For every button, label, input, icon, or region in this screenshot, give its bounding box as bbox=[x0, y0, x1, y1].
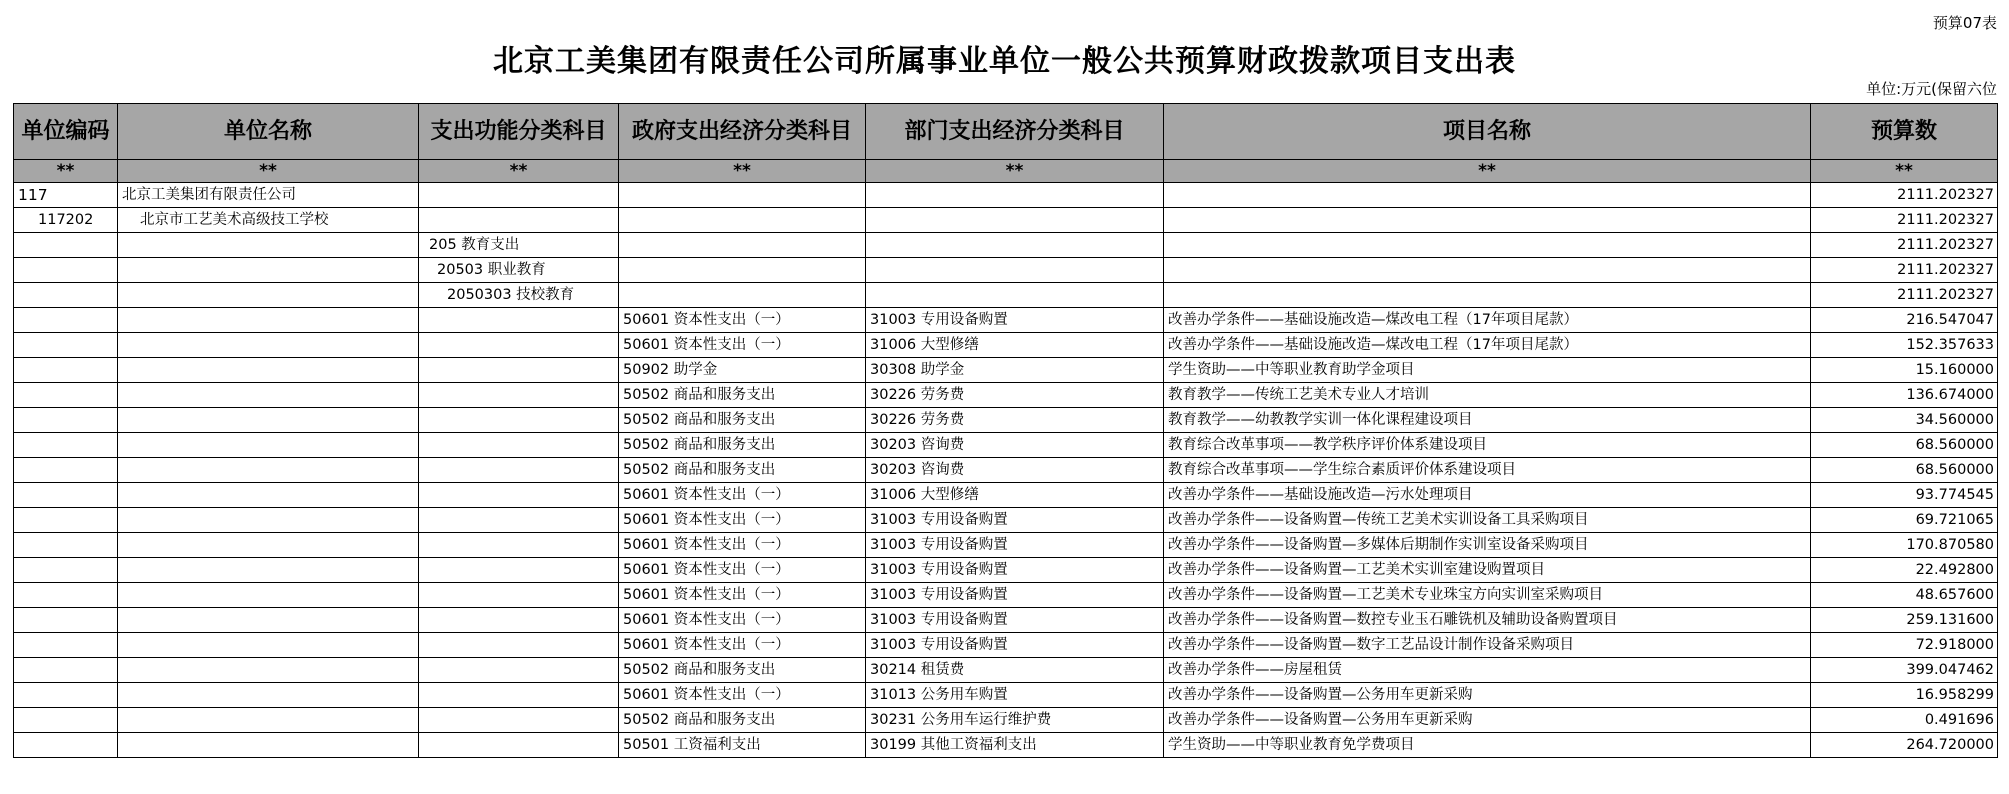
cell-function-category bbox=[419, 508, 619, 533]
subheader-cell: ** bbox=[419, 160, 619, 183]
cell-gov-economic-category: 50502 商品和服务支出 bbox=[619, 708, 866, 733]
cell-unit-code bbox=[14, 408, 118, 433]
col-header-gov-economic-category: 政府支出经济分类科目 bbox=[619, 104, 866, 160]
cell-budget-amount: 264.720000 bbox=[1811, 733, 1998, 758]
table-row bbox=[14, 633, 1998, 658]
cell-dept-economic-category: 31003 专用设备购置 bbox=[866, 608, 1164, 633]
cell-unit-name bbox=[118, 633, 419, 658]
col-header-project-name: 项目名称 bbox=[1164, 104, 1811, 160]
cell-dept-economic-category: 31003 专用设备购置 bbox=[866, 583, 1164, 608]
cell-unit-code bbox=[14, 458, 118, 483]
cell-dept-economic-category: 30214 租赁费 bbox=[866, 658, 1164, 683]
cell-unit-code bbox=[14, 508, 118, 533]
cell-dept-economic-category bbox=[866, 208, 1164, 233]
cell-unit-code bbox=[14, 533, 118, 558]
cell-function-category: 205 教育支出 bbox=[419, 233, 619, 258]
cell-budget-amount: 48.657600 bbox=[1811, 583, 1998, 608]
subheader-cell: ** bbox=[619, 160, 866, 183]
cell-project-name: 改善办学条件——设备购置—数控专业玉石雕铣机及辅助设备购置项目 bbox=[1164, 608, 1811, 633]
cell-gov-economic-category: 50502 商品和服务支出 bbox=[619, 458, 866, 483]
cell-unit-name bbox=[118, 583, 419, 608]
subheader-cell: ** bbox=[118, 160, 419, 183]
cell-project-name: 教育教学——幼教教学实训一体化课程建设项目 bbox=[1164, 408, 1811, 433]
table-row bbox=[14, 283, 1998, 308]
cell-function-category bbox=[419, 358, 619, 383]
cell-unit-code bbox=[14, 383, 118, 408]
cell-unit-name bbox=[118, 733, 419, 758]
cell-gov-economic-category: 50601 资本性支出（一） bbox=[619, 633, 866, 658]
cell-dept-economic-category: 31006 大型修缮 bbox=[866, 483, 1164, 508]
subheader-cell: ** bbox=[1811, 160, 1998, 183]
cell-dept-economic-category: 31003 专用设备购置 bbox=[866, 508, 1164, 533]
table-row bbox=[14, 508, 1998, 533]
cell-function-category bbox=[419, 533, 619, 558]
cell-function-category bbox=[419, 208, 619, 233]
cell-gov-economic-category: 50902 助学金 bbox=[619, 358, 866, 383]
cell-function-category: 2050303 技校教育 bbox=[419, 283, 619, 308]
cell-dept-economic-category: 30308 助学金 bbox=[866, 358, 1164, 383]
cell-dept-economic-category: 30226 劳务费 bbox=[866, 408, 1164, 433]
cell-unit-name bbox=[118, 708, 419, 733]
header-row bbox=[14, 104, 1998, 160]
cell-budget-amount: 2111.202327 bbox=[1811, 208, 1998, 233]
cell-gov-economic-category: 50601 资本性支出（一） bbox=[619, 533, 866, 558]
cell-gov-economic-category: 50601 资本性支出（一） bbox=[619, 558, 866, 583]
cell-gov-economic-category: 50501 工资福利支出 bbox=[619, 733, 866, 758]
cell-budget-amount: 68.560000 bbox=[1811, 458, 1998, 483]
cell-budget-amount: 170.870580 bbox=[1811, 533, 1998, 558]
cell-unit-name: 北京市工艺美术高级技工学校 bbox=[118, 208, 419, 233]
cell-project-name: 改善办学条件——基础设施改造—煤改电工程（17年项目尾款） bbox=[1164, 333, 1811, 358]
cell-budget-amount: 22.492800 bbox=[1811, 558, 1998, 583]
cell-unit-name bbox=[118, 608, 419, 633]
cell-dept-economic-category: 31006 大型修缮 bbox=[866, 333, 1164, 358]
cell-project-name bbox=[1164, 258, 1811, 283]
cell-dept-economic-category: 31013 公务用车购置 bbox=[866, 683, 1164, 708]
subheader-cell: ** bbox=[866, 160, 1164, 183]
table-row bbox=[14, 658, 1998, 683]
cell-project-name: 改善办学条件——设备购置—传统工艺美术实训设备工具采购项目 bbox=[1164, 508, 1811, 533]
cell-gov-economic-category bbox=[619, 208, 866, 233]
table-row bbox=[14, 308, 1998, 333]
cell-project-name: 改善办学条件——设备购置—工艺美术实训室建设购置项目 bbox=[1164, 558, 1811, 583]
cell-function-category bbox=[419, 583, 619, 608]
cell-unit-code bbox=[14, 308, 118, 333]
cell-unit-name bbox=[118, 558, 419, 583]
cell-unit-code bbox=[14, 608, 118, 633]
cell-dept-economic-category: 30199 其他工资福利支出 bbox=[866, 733, 1164, 758]
cell-project-name: 改善办学条件——基础设施改造—煤改电工程（17年项目尾款） bbox=[1164, 308, 1811, 333]
cell-dept-economic-category: 31003 专用设备购置 bbox=[866, 533, 1164, 558]
table-row bbox=[14, 458, 1998, 483]
cell-function-category bbox=[419, 633, 619, 658]
table-row bbox=[14, 383, 1998, 408]
cell-unit-name bbox=[118, 533, 419, 558]
cell-budget-amount: 2111.202327 bbox=[1811, 183, 1998, 208]
table-row bbox=[14, 533, 1998, 558]
cell-gov-economic-category: 50601 资本性支出（一） bbox=[619, 333, 866, 358]
cell-gov-economic-category: 50601 资本性支出（一） bbox=[619, 583, 866, 608]
cell-function-category bbox=[419, 733, 619, 758]
subheader-cell: ** bbox=[1164, 160, 1811, 183]
cell-dept-economic-category: 31003 专用设备购置 bbox=[866, 633, 1164, 658]
cell-function-category bbox=[419, 658, 619, 683]
cell-unit-code: 117202 bbox=[14, 208, 118, 233]
cell-unit-code bbox=[14, 658, 118, 683]
cell-unit-name bbox=[118, 233, 419, 258]
table-row bbox=[14, 608, 1998, 633]
table-row bbox=[14, 433, 1998, 458]
cell-project-name: 改善办学条件——设备购置—数字工艺品设计制作设备采购项目 bbox=[1164, 633, 1811, 658]
budget-table bbox=[13, 103, 1998, 758]
cell-project-name: 教育综合改革事项——学生综合素质评价体系建设项目 bbox=[1164, 458, 1811, 483]
cell-budget-amount: 152.357633 bbox=[1811, 333, 1998, 358]
table-row bbox=[14, 358, 1998, 383]
table-row bbox=[14, 233, 1998, 258]
cell-gov-economic-category: 50502 商品和服务支出 bbox=[619, 433, 866, 458]
cell-project-name: 改善办学条件——房屋租赁 bbox=[1164, 658, 1811, 683]
cell-budget-amount: 399.047462 bbox=[1811, 658, 1998, 683]
cell-budget-amount: 259.131600 bbox=[1811, 608, 1998, 633]
cell-function-category bbox=[419, 383, 619, 408]
cell-budget-amount: 0.491696 bbox=[1811, 708, 1998, 733]
cell-unit-name bbox=[118, 508, 419, 533]
cell-gov-economic-category: 50601 资本性支出（一） bbox=[619, 483, 866, 508]
cell-unit-name bbox=[118, 433, 419, 458]
cell-dept-economic-category: 30226 劳务费 bbox=[866, 383, 1164, 408]
col-header-function-category: 支出功能分类科目 bbox=[419, 104, 619, 160]
cell-budget-amount: 2111.202327 bbox=[1811, 258, 1998, 283]
cell-unit-code bbox=[14, 433, 118, 458]
table-row bbox=[14, 708, 1998, 733]
cell-unit-name bbox=[118, 408, 419, 433]
cell-function-category bbox=[419, 558, 619, 583]
subheader-row bbox=[14, 160, 1998, 183]
subheader-cell: ** bbox=[14, 160, 118, 183]
cell-unit-code bbox=[14, 333, 118, 358]
cell-project-name: 学生资助——中等职业教育助学金项目 bbox=[1164, 358, 1811, 383]
cell-unit-name bbox=[118, 333, 419, 358]
cell-project-name: 教育综合改革事项——教学秩序评价体系建设项目 bbox=[1164, 433, 1811, 458]
cell-unit-code: 117 bbox=[14, 183, 118, 208]
cell-unit-code bbox=[14, 283, 118, 308]
cell-unit-code bbox=[14, 233, 118, 258]
cell-budget-amount: 15.160000 bbox=[1811, 358, 1998, 383]
col-header-budget-amount: 预算数 bbox=[1811, 104, 1998, 160]
cell-unit-code bbox=[14, 633, 118, 658]
cell-unit-name bbox=[118, 283, 419, 308]
cell-dept-economic-category: 30203 咨询费 bbox=[866, 458, 1164, 483]
cell-unit-code bbox=[14, 358, 118, 383]
cell-function-category bbox=[419, 308, 619, 333]
cell-function-category bbox=[419, 708, 619, 733]
col-header-dept-economic-category: 部门支出经济分类科目 bbox=[866, 104, 1164, 160]
page-title: 北京工美集团有限责任公司所属事业单位一般公共预算财政拨款项目支出表 bbox=[493, 44, 1516, 79]
cell-project-name: 改善办学条件——基础设施改造—污水处理项目 bbox=[1164, 483, 1811, 508]
cell-unit-name bbox=[118, 383, 419, 408]
cell-project-name bbox=[1164, 183, 1811, 208]
cell-unit-code bbox=[14, 558, 118, 583]
cell-gov-economic-category: 50502 商品和服务支出 bbox=[619, 658, 866, 683]
cell-budget-amount: 216.547047 bbox=[1811, 308, 1998, 333]
cell-dept-economic-category bbox=[866, 233, 1164, 258]
cell-gov-economic-category: 50601 资本性支出（一） bbox=[619, 308, 866, 333]
cell-unit-code bbox=[14, 583, 118, 608]
cell-gov-economic-category: 50601 资本性支出（一） bbox=[619, 608, 866, 633]
cell-function-category bbox=[419, 608, 619, 633]
cell-unit-code bbox=[14, 733, 118, 758]
cell-unit-code bbox=[14, 708, 118, 733]
cell-unit-name bbox=[118, 683, 419, 708]
cell-dept-economic-category: 31003 专用设备购置 bbox=[866, 308, 1164, 333]
cell-function-category bbox=[419, 408, 619, 433]
cell-budget-amount: 69.721065 bbox=[1811, 508, 1998, 533]
cell-budget-amount: 16.958299 bbox=[1811, 683, 1998, 708]
cell-budget-amount: 72.918000 bbox=[1811, 633, 1998, 658]
cell-budget-amount: 34.560000 bbox=[1811, 408, 1998, 433]
cell-budget-amount: 136.674000 bbox=[1811, 383, 1998, 408]
cell-gov-economic-category bbox=[619, 258, 866, 283]
cell-unit-name bbox=[118, 358, 419, 383]
cell-project-name bbox=[1164, 283, 1811, 308]
cell-unit-code bbox=[14, 483, 118, 508]
cell-gov-economic-category: 50502 商品和服务支出 bbox=[619, 408, 866, 433]
table-row bbox=[14, 483, 1998, 508]
cell-gov-economic-category: 50601 资本性支出（一） bbox=[619, 508, 866, 533]
table-row bbox=[14, 258, 1998, 283]
cell-unit-code bbox=[14, 683, 118, 708]
table-row bbox=[14, 683, 1998, 708]
cell-unit-name bbox=[118, 483, 419, 508]
table-row bbox=[14, 733, 1998, 758]
cell-function-category bbox=[419, 433, 619, 458]
cell-budget-amount: 2111.202327 bbox=[1811, 233, 1998, 258]
cell-project-name bbox=[1164, 233, 1811, 258]
cell-function-category bbox=[419, 458, 619, 483]
cell-gov-economic-category bbox=[619, 183, 866, 208]
cell-dept-economic-category bbox=[866, 283, 1164, 308]
cell-project-name bbox=[1164, 208, 1811, 233]
col-header-unit-code: 单位编码 bbox=[14, 104, 118, 160]
cell-dept-economic-category: 30231 公务用车运行维护费 bbox=[866, 708, 1164, 733]
table-row bbox=[14, 583, 1998, 608]
cell-dept-economic-category: 31003 专用设备购置 bbox=[866, 558, 1164, 583]
cell-unit-name bbox=[118, 458, 419, 483]
cell-budget-amount: 93.774545 bbox=[1811, 483, 1998, 508]
cell-project-name: 改善办学条件——设备购置—工艺美术专业珠宝方向实训室采购项目 bbox=[1164, 583, 1811, 608]
cell-gov-economic-category: 50502 商品和服务支出 bbox=[619, 383, 866, 408]
table-row bbox=[14, 208, 1998, 233]
cell-project-name: 改善办学条件——设备购置—公务用车更新采购 bbox=[1164, 683, 1811, 708]
cell-dept-economic-category: 30203 咨询费 bbox=[866, 433, 1164, 458]
table-code-label: 预算07表 bbox=[1932, 14, 1997, 32]
cell-unit-code bbox=[14, 258, 118, 283]
cell-unit-name bbox=[118, 308, 419, 333]
cell-function-category: 20503 职业教育 bbox=[419, 258, 619, 283]
cell-function-category bbox=[419, 483, 619, 508]
cell-budget-amount: 2111.202327 bbox=[1811, 283, 1998, 308]
cell-function-category bbox=[419, 683, 619, 708]
table-row bbox=[14, 183, 1998, 208]
cell-function-category bbox=[419, 333, 619, 358]
cell-gov-economic-category: 50601 资本性支出（一） bbox=[619, 683, 866, 708]
cell-budget-amount: 68.560000 bbox=[1811, 433, 1998, 458]
table-row bbox=[14, 558, 1998, 583]
col-header-unit-name: 单位名称 bbox=[118, 104, 419, 160]
table-body bbox=[14, 183, 1998, 758]
cell-project-name: 改善办学条件——设备购置—多媒体后期制作实训室设备采购项目 bbox=[1164, 533, 1811, 558]
cell-dept-economic-category bbox=[866, 183, 1164, 208]
cell-unit-name bbox=[118, 658, 419, 683]
cell-project-name: 学生资助——中等职业教育免学费项目 bbox=[1164, 733, 1811, 758]
cell-project-name: 改善办学条件——设备购置—公务用车更新采购 bbox=[1164, 708, 1811, 733]
unit-note: 单位:万元(保留六位 bbox=[1866, 80, 1997, 98]
cell-gov-economic-category bbox=[619, 283, 866, 308]
table-row bbox=[14, 408, 1998, 433]
cell-dept-economic-category bbox=[866, 258, 1164, 283]
cell-unit-name bbox=[118, 258, 419, 283]
cell-unit-name: 北京工美集团有限责任公司 bbox=[118, 183, 419, 208]
cell-function-category bbox=[419, 183, 619, 208]
cell-gov-economic-category bbox=[619, 233, 866, 258]
table-row bbox=[14, 333, 1998, 358]
cell-project-name: 教育教学——传统工艺美术专业人才培训 bbox=[1164, 383, 1811, 408]
